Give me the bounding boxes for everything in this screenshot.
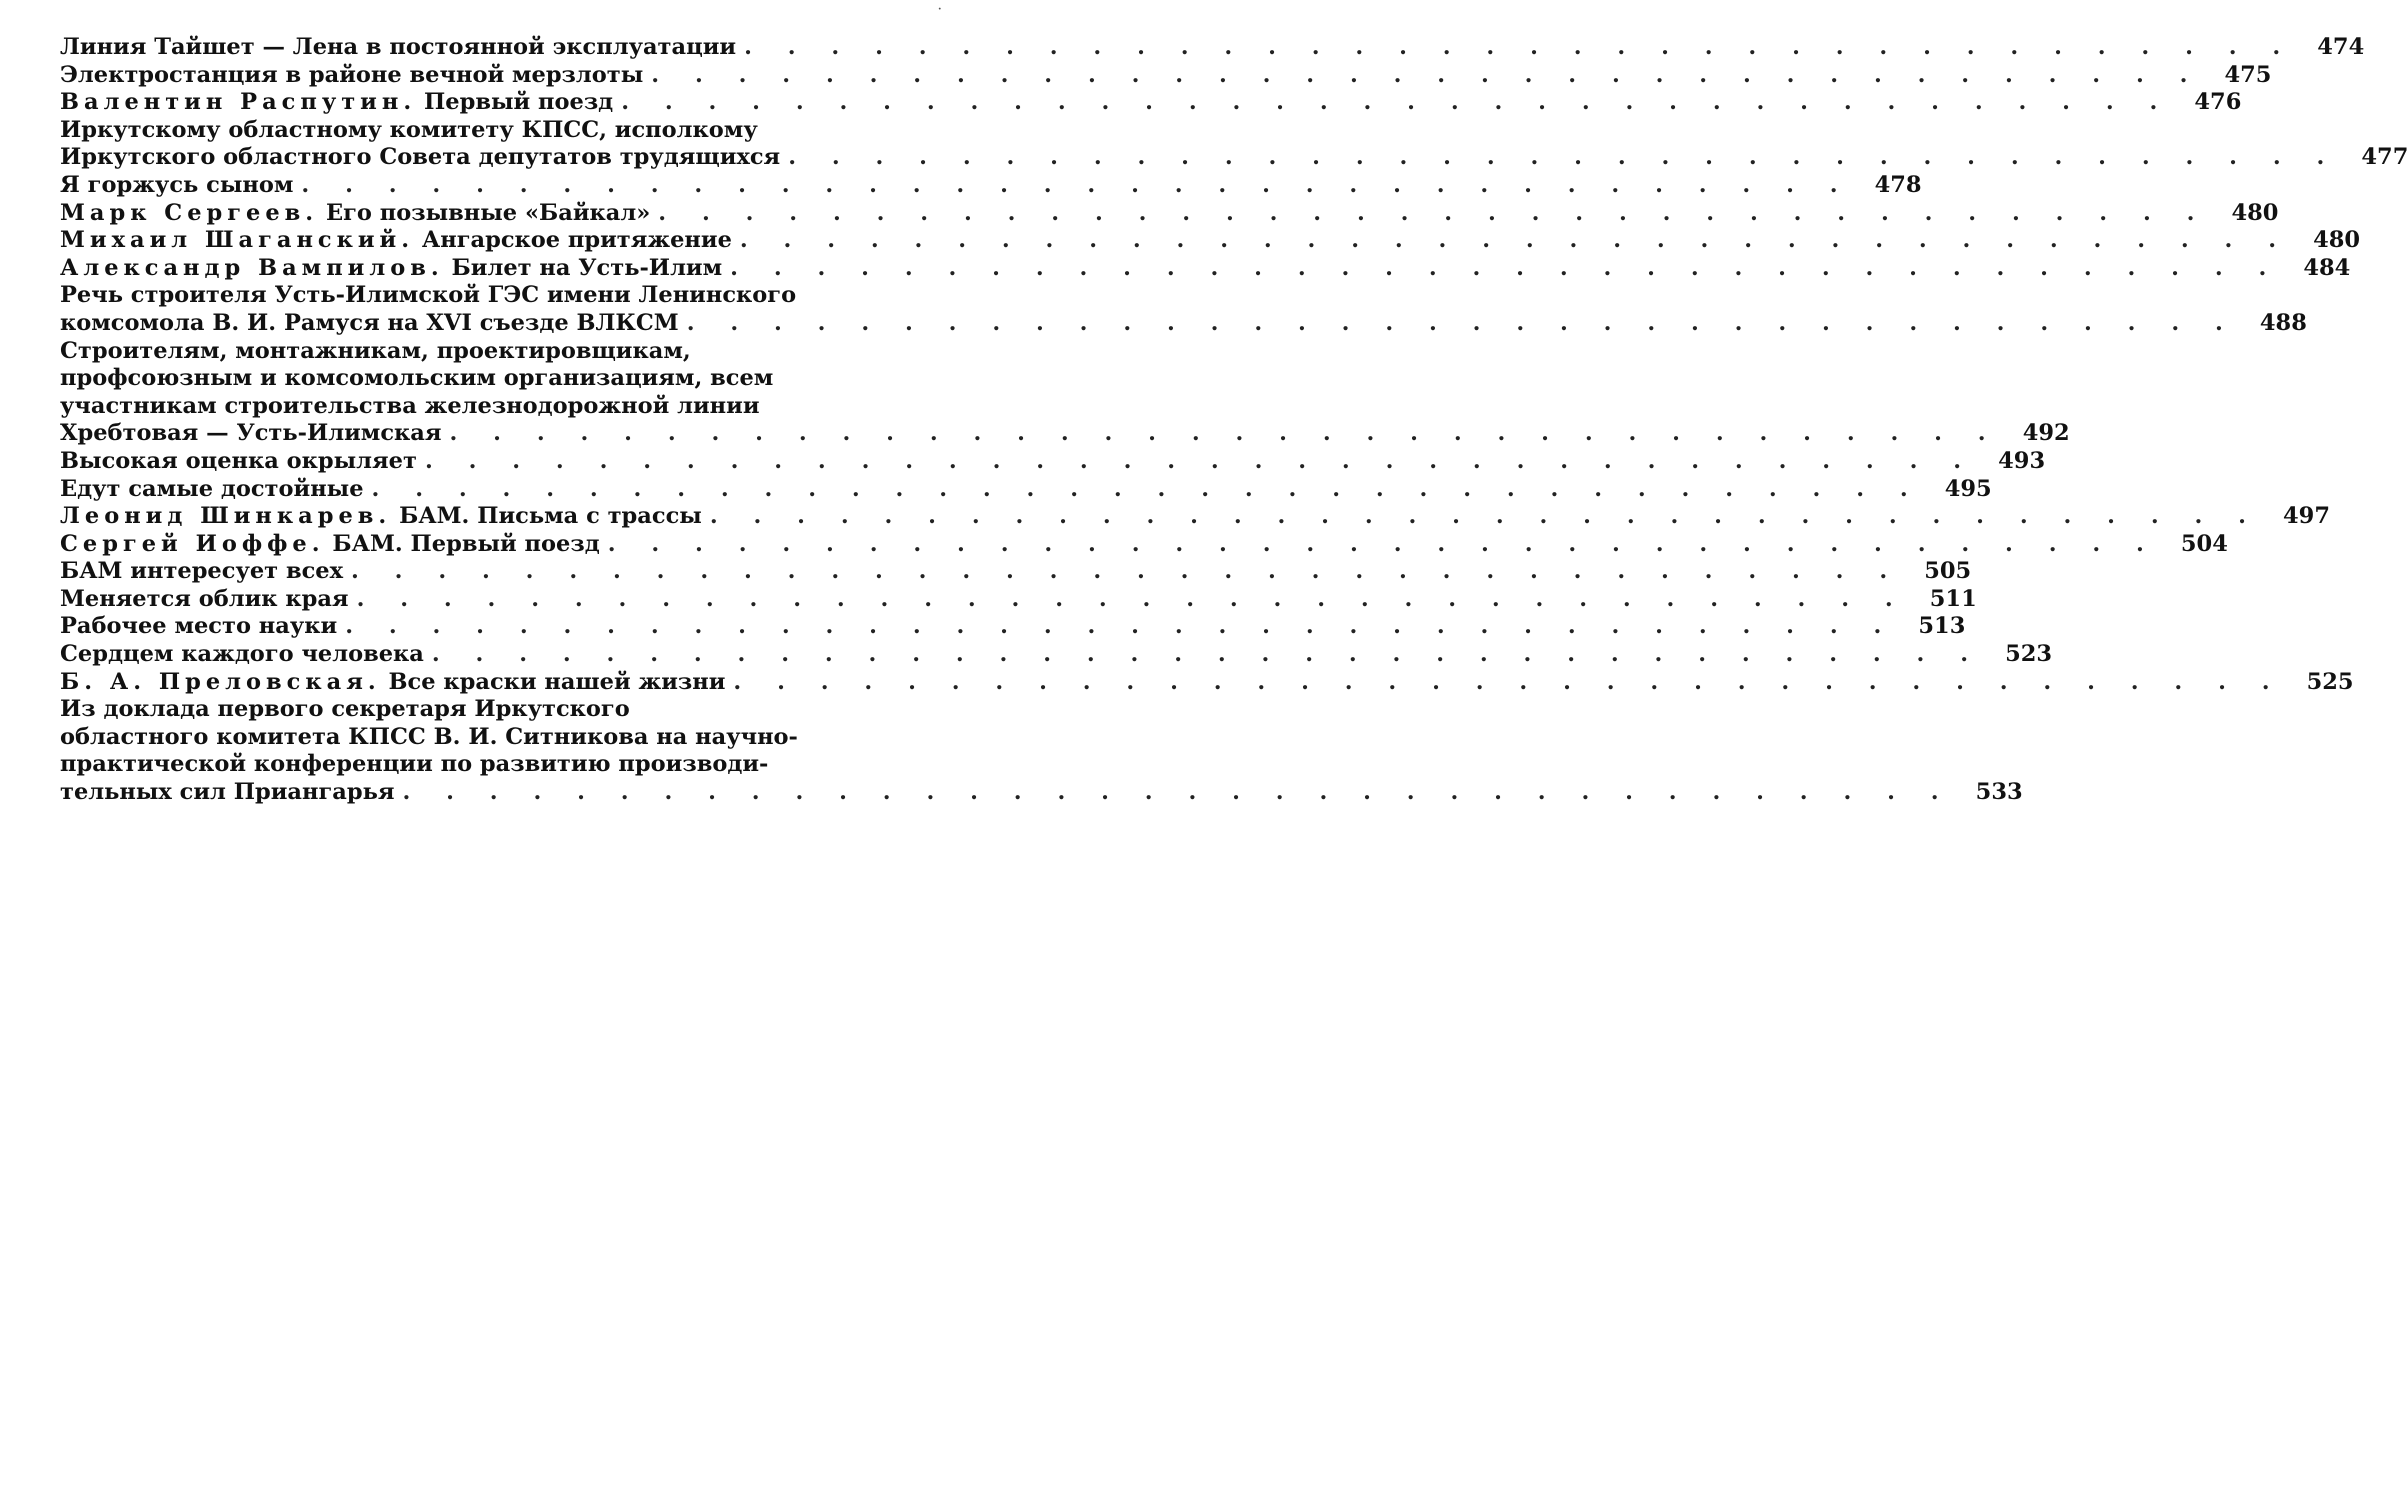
- toc-entry-text: [60, 476, 364, 504]
- toc-entry: [60, 447, 2046, 476]
- toc-entry-text: [60, 503, 702, 531]
- dot-leader: [343, 558, 1901, 586]
- dot-leader: [732, 227, 2290, 255]
- toc-line: [60, 585, 1977, 614]
- toc-entry-author: Михаил Шаганский.: [60, 227, 415, 254]
- toc-entry-title: Речь строителя Усть-Илимской ГЭС имени Ленинского: [60, 282, 797, 309]
- toc-page-number: 478: [1874, 171, 1922, 198]
- toc-page-number: 477: [2361, 144, 2408, 171]
- toc-entry: [60, 585, 1977, 614]
- toc-line: [60, 668, 2354, 697]
- toc-entry-text: [60, 531, 600, 559]
- toc-entry-author: Марк Сергеев.: [60, 199, 319, 226]
- toc-line: [60, 393, 945, 421]
- toc-line: [60, 475, 1992, 504]
- toc-page-number: 493: [1998, 447, 2046, 474]
- toc-entry-text: [60, 338, 691, 366]
- toc-entry-text: [60, 144, 780, 172]
- dot-leader: [725, 669, 2283, 697]
- toc-entry: [60, 530, 2228, 559]
- dot-leader: [613, 89, 2171, 117]
- toc-entry: [60, 199, 2279, 228]
- toc-page-number: 525: [2306, 668, 2354, 695]
- toc-entry: [60, 34, 2365, 62]
- toc-entry-text: [60, 89, 613, 117]
- toc-entry-text: [60, 365, 773, 393]
- toc-entry-title: БАМ интересует всех: [60, 558, 344, 585]
- toc-entry-text: [60, 172, 293, 200]
- toc-entry-text: [60, 641, 424, 669]
- dot-leader: [643, 62, 2201, 90]
- toc-entry-title: Я горжусь сыном: [60, 171, 294, 198]
- toc-page-number: 488: [2259, 309, 2307, 336]
- toc-line: [60, 558, 1972, 586]
- toc-entry-text: [60, 696, 630, 724]
- toc-entry-text: [60, 724, 798, 752]
- dot-leader: [293, 172, 1851, 200]
- toc-entry: [60, 61, 2272, 90]
- toc-entry-title: Высокая оценка окрыляет: [60, 447, 417, 474]
- toc-entry: [60, 668, 2354, 697]
- toc-entry-text: [60, 393, 760, 421]
- toc-line: [60, 199, 2279, 228]
- toc-entry: [60, 641, 2053, 669]
- toc-entry: [60, 613, 1966, 641]
- toc-page-number: 480: [2231, 199, 2279, 226]
- toc-entry-text: [60, 558, 343, 586]
- toc-entry-author: Валентин Распутин.: [60, 89, 417, 116]
- toc-entry-text: [60, 586, 349, 614]
- toc-line: [60, 171, 1922, 200]
- toc-entry-author: Леонид Шинкарев.: [60, 503, 392, 530]
- dot-leader: [736, 34, 2294, 62]
- toc-page-number: 533: [1975, 779, 2023, 806]
- toc-entry: [60, 254, 2351, 283]
- toc-entry-text: [60, 310, 679, 338]
- toc-line: [60, 751, 945, 779]
- dot-leader: [650, 200, 2208, 228]
- toc-line: [60, 447, 2046, 476]
- toc-entry-text: [60, 448, 417, 476]
- toc-entry: [60, 337, 2070, 448]
- table-of-contents: [60, 34, 2408, 807]
- toc-entry-text: [60, 420, 441, 448]
- dot-leader: [417, 448, 1975, 476]
- toc-entry-author: Сергей Иоффе.: [60, 530, 325, 557]
- toc-page-number: 492: [2022, 420, 2070, 447]
- dot-leader: [600, 531, 2158, 559]
- toc-entry-title: Сердцем каждого человека: [60, 641, 424, 668]
- toc-line: [60, 420, 2070, 448]
- toc-page-number: 513: [1918, 613, 1966, 640]
- toc-entry-title: Иркутскому областному комитету КПСС, исполкому: [60, 116, 758, 143]
- toc-line: [60, 613, 1966, 641]
- toc-page-number: 495: [1944, 475, 1992, 502]
- toc-entry-text: [60, 779, 394, 807]
- toc-entry-title: Линия Тайшет — Лена в постоянной эксплуатации: [60, 34, 737, 60]
- toc-entry-author: Б. А. Преловская.: [60, 668, 381, 695]
- toc-entry: [60, 696, 2023, 806]
- toc-entry-text: [60, 282, 796, 310]
- toc-line: [60, 309, 2307, 338]
- toc-entry-title: Строителям, монтажникам, проектировщикам,: [60, 337, 691, 364]
- toc-page-number: 505: [1924, 558, 1972, 585]
- toc-entry-title: Едут самые достойные: [60, 475, 364, 502]
- toc-line: [60, 641, 2053, 669]
- toc-entry-title: Ангарское притяжение: [421, 227, 732, 254]
- toc-entry: [60, 475, 1992, 504]
- dot-leader: [702, 503, 2260, 531]
- toc-entry-title: Из доклада первого секретаря Иркутского: [60, 696, 630, 723]
- toc-entry-title: тельных сил Приангарья: [60, 779, 395, 806]
- toc-entry-text: [60, 255, 722, 283]
- toc-entry-text: [60, 751, 768, 779]
- toc-line: [60, 338, 945, 366]
- toc-entry-text: [60, 227, 732, 255]
- toc-entry-title: БАМ. Первый поезд: [332, 530, 600, 557]
- dot-leader: [364, 476, 1922, 504]
- toc-entry: [60, 503, 2330, 531]
- toc-line: [60, 34, 2365, 62]
- toc-entry: [60, 282, 2307, 337]
- toc-entry-title: Электростанция в районе вечной мерзлоты: [60, 61, 644, 88]
- toc-entry: [60, 116, 2408, 172]
- toc-page-number: 476: [2194, 89, 2242, 116]
- toc-entry-title: Иркутского областного Совета депутатов трудящихся: [60, 144, 781, 171]
- toc-line: [60, 254, 2351, 283]
- toc-line: [60, 282, 945, 310]
- toc-entry-text: [60, 613, 337, 641]
- dot-leader: [441, 420, 1999, 448]
- toc-line: [60, 779, 2023, 807]
- toc-line: [60, 503, 2330, 531]
- toc-line: [60, 365, 945, 393]
- toc-line: [60, 530, 2228, 559]
- dot-leader: [349, 586, 1907, 614]
- toc-entry-title: практической конференции по развитию производи-: [60, 751, 769, 778]
- toc-page-number: 475: [2224, 61, 2272, 88]
- toc-entry-title: участникам строительства железнодорожной линии: [60, 392, 760, 419]
- toc-entry-title: БАМ. Письма с трассы: [399, 503, 702, 530]
- dot-leader: [780, 144, 2338, 172]
- page-mark: ·: [938, 4, 942, 15]
- toc-entry-title: Его позывные «Байкал»: [325, 199, 651, 226]
- dot-leader: [679, 310, 2237, 338]
- toc-entry-title: профсоюзным и комсомольским организациям, всем: [60, 365, 774, 392]
- toc-entry-title: областного комитета КПСС В. И. Ситникова на научно-: [60, 723, 798, 750]
- toc-entry-title: Первый поезд: [424, 89, 614, 116]
- toc-entry-title: Хребтовая — Усть-Илимская: [60, 420, 442, 447]
- toc-line: [60, 117, 945, 145]
- toc-line: [60, 89, 2242, 117]
- toc-line: [60, 144, 2408, 172]
- toc-line: [60, 696, 945, 724]
- dot-leader: [424, 641, 1982, 669]
- toc-page-number: 474: [2317, 34, 2365, 60]
- toc-entry-title: Билет на Усть-Илим: [451, 254, 723, 281]
- toc-line: [60, 61, 2272, 90]
- toc-entry-author: Александр Вампилов.: [60, 254, 444, 281]
- toc-line: [60, 227, 2361, 255]
- toc-entry: [60, 89, 2242, 117]
- toc-entry-title: Все краски нашей жизни: [388, 668, 726, 695]
- toc-entry: [60, 227, 2361, 255]
- dot-leader: [722, 255, 2280, 283]
- toc-page-number: 480: [2313, 227, 2361, 254]
- toc-entry-title: Меняется облик края: [60, 585, 349, 612]
- dot-leader: [394, 779, 1952, 807]
- toc-page-number: 511: [1929, 585, 1977, 612]
- dot-leader: [337, 613, 1895, 641]
- toc-entry: [60, 171, 1922, 200]
- toc-entry-title: Рабочее место науки: [60, 613, 338, 640]
- toc-entry-text: [60, 62, 643, 90]
- toc-entry-text: [60, 117, 758, 145]
- toc-entry-text: [60, 34, 736, 62]
- toc-entry-text: [60, 669, 725, 697]
- toc-entry-title: комсомола В. И. Рамуся на XVI съезде ВЛКСМ: [60, 309, 679, 336]
- toc-entry-text: [60, 200, 650, 228]
- toc-page-number: 497: [2283, 503, 2330, 530]
- toc-page-number: 504: [2180, 530, 2228, 557]
- toc-entry: [60, 558, 1972, 586]
- toc-page-number: 523: [2005, 641, 2053, 668]
- toc-line: [60, 724, 945, 752]
- toc-page-number: 484: [2303, 254, 2351, 281]
